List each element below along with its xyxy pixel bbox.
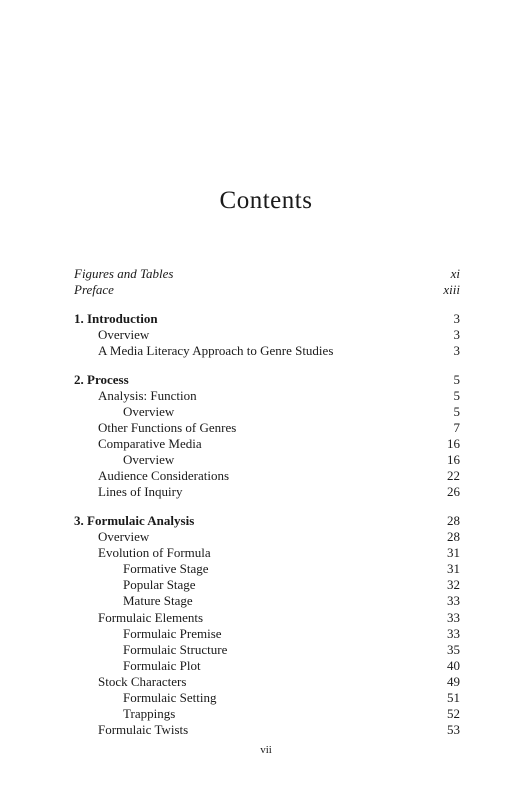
toc-entry[interactable] [74, 642, 460, 658]
toc-entry-title: Formulaic Elements [98, 609, 204, 625]
toc-entry-title: Overview [123, 452, 175, 468]
toc-entry-title: Formulaic Structure [123, 641, 228, 657]
toc-entry-page-number: 32 [447, 577, 460, 593]
toc-entry-title: Mature Stage [123, 593, 193, 609]
toc-entry[interactable] [74, 282, 460, 298]
toc-entry-title: Formulaic Premise [123, 625, 222, 641]
toc-entry-page-number: 22 [447, 468, 460, 484]
toc-entry-title: Comparative Media [98, 436, 202, 452]
toc-entry-page-number: 40 [447, 657, 460, 673]
toc-entry-title: Preface [74, 282, 114, 298]
toc-entry-page-number: 53 [447, 722, 460, 738]
toc-entry-page-number: 49 [447, 673, 460, 689]
toc-entry-page-number: 31 [447, 545, 460, 561]
toc-entry[interactable] [74, 722, 460, 738]
toc-chapter-entry[interactable] [74, 513, 460, 529]
toc-entry-title: Formulaic Setting [123, 690, 217, 706]
toc-entry[interactable] [74, 610, 460, 626]
toc-entry-title: Figures and Tables [74, 266, 174, 281]
page-title: Contents [219, 186, 313, 214]
toc-entry[interactable] [74, 484, 460, 500]
toc-entry-page-number: 5 [453, 387, 460, 403]
toc-entry[interactable] [74, 658, 460, 674]
toc-entry-page-number: 33 [447, 625, 460, 641]
toc-entry-page-number: 26 [447, 484, 460, 500]
toc-entry-title: Overview [98, 529, 150, 545]
toc-entry-title: 2. Process [74, 371, 129, 387]
toc-entry[interactable] [74, 266, 460, 282]
toc-entry[interactable] [74, 452, 460, 468]
toc-entry-page-number: 5 [453, 371, 460, 387]
toc-entry-page-number: 33 [447, 609, 460, 625]
toc-entry[interactable] [74, 561, 460, 577]
toc-entry-title: 1. Introduction [74, 310, 158, 326]
toc-entry-page-number: 52 [447, 706, 460, 722]
toc-entry-page-number: 5 [453, 403, 460, 419]
page-number: vii [260, 744, 272, 756]
toc-entry-title: Formative Stage [123, 561, 209, 577]
toc-entry-page-number: 3 [453, 342, 460, 358]
toc-entry[interactable] [74, 404, 460, 420]
toc-entry[interactable] [74, 593, 460, 609]
toc-entry-title: Formulaic Twists [98, 722, 189, 738]
toc-entry-page-number: 33 [447, 593, 460, 609]
toc-entry-title: Audience Considerations [98, 468, 230, 484]
toc-entry-page-number: 28 [447, 513, 460, 528]
toc-entry-title: 3. Formulaic Analysis [74, 513, 195, 528]
toc-entry-title: A Media Literacy Approach to Genre Studies [98, 342, 334, 358]
toc-chapter-entry[interactable] [74, 311, 460, 327]
toc-entry[interactable] [74, 545, 460, 561]
toc-entry[interactable] [74, 626, 460, 642]
toc-entry[interactable] [74, 468, 460, 484]
toc-entry[interactable] [74, 529, 460, 545]
toc-entry[interactable] [74, 690, 460, 706]
toc-entry-title: Overview [123, 403, 175, 419]
table-of-contents [74, 266, 460, 738]
toc-entry-title: Evolution of Formula [98, 545, 211, 561]
toc-entry-page-number: 3 [453, 310, 460, 326]
toc-entry[interactable] [74, 436, 460, 452]
toc-entry-page-number: 51 [447, 690, 460, 706]
toc-entry-title: Formulaic Plot [123, 657, 201, 673]
toc-entry-page-number: 3 [453, 326, 460, 342]
toc-entry-page-number: 28 [447, 529, 460, 545]
toc-entry[interactable] [74, 674, 460, 690]
toc-entry-title: Popular Stage [123, 577, 196, 593]
toc-entry[interactable] [74, 420, 460, 436]
toc-entry-page-number: xi [450, 266, 460, 281]
toc-entry-title: Overview [98, 326, 150, 342]
toc-entry-title: Analysis: Function [98, 387, 197, 403]
toc-entry[interactable] [74, 327, 460, 343]
toc-entry[interactable] [74, 577, 460, 593]
toc-entry[interactable] [74, 706, 460, 722]
toc-entry-title: Stock Characters [98, 673, 187, 689]
toc-entry-title: Lines of Inquiry [98, 484, 183, 500]
toc-entry-page-number: 35 [447, 641, 460, 657]
toc-entry-page-number: 31 [447, 561, 460, 577]
toc-chapter-entry[interactable] [74, 372, 460, 388]
toc-entry[interactable] [74, 388, 460, 404]
toc-entry-page-number: 16 [447, 452, 460, 468]
toc-entry-page-number: 7 [453, 419, 460, 435]
toc-entry-page-number: xiii [443, 282, 460, 298]
toc-entry-title: Trappings [123, 706, 176, 722]
toc-entry-page-number: 16 [447, 436, 460, 452]
toc-entry-title: Other Functions of Genres [98, 419, 237, 435]
toc-entry[interactable] [74, 343, 460, 359]
